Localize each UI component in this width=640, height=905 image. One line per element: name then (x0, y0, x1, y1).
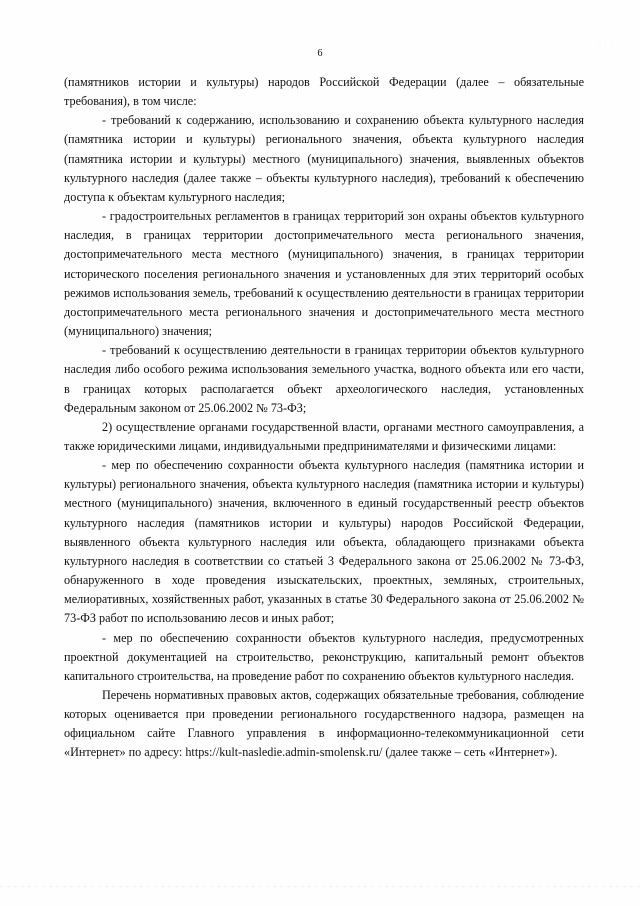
page-number: 6 (317, 48, 323, 59)
paragraph-item-2: 2) осуществление органами государственной власти, органами местного самоуправления, а также юридическими лицами, индивидуальными предпринимателями и физическими лицами: (64, 419, 584, 453)
paragraph-urban-planning-regulations: - градостроительных регламентов в границах территорий зон охраны объектов культурного наследия, в границах территории достопримечательного места регионального значения, достопримечательного места местного (муниципального) значения, в границах территории исторического поселения регионального значения и установленных для этих территорий особых режимов использования земель, требований к осуществлению деятельности в границах территории достопримечательного места регионального значения и достопримечательного места местного (муниципального) значения; (64, 209, 584, 339)
paragraph-preservation-measures: - мер по обеспечению сохранности объекта культурного наследия (памятника истории и культуры) регионального значения, объекта культурного наследия (памятника истории и культуры) местного (муниципального) значения, включенного в единый государственный реестр объектов культурного наследия (памятников истории и культуры) народов Российской Федерации, выявленного объекта культурного наследия или объекта, обладающего признаками объекта культурного наследия в соответствии со статьей 3 Федерального закона от 25.06.2002 № 73-ФЗ, обнаруженного в ходе проведения изыскательских, проектных, земляных, строительных, мелиоративных, хозяйственных работ, указанных в статье 30 Федерального закона от 25.06.2002 № 73-ФЗ работ по использованию лесов и иных работ; (64, 458, 584, 626)
paragraph-project-measures: - мер по обеспечению сохранности объектов культурного наследия, предусмотренных проектной документацией на строительство, реконструкцию, капитальный ремонт объектов капитального строительства, на проведение работ по сохранению объектов культурного наследия. (64, 630, 584, 683)
document-body (64, 73, 584, 763)
paragraph-requirements-maintenance: - требований к содержанию, использованию и сохранению объекта культурного наследия (памятника истории и культуры) регионального значения, объекта культурного наследия (памятника истории и культуры) местного (муниципального) значения, выявленных объектов культурного наследия (далее также – объекты культурного наследия), требований к обеспечению доступа к объектам культурного наследия; (64, 113, 584, 204)
scan-specks: · · · (597, 40, 616, 46)
paragraph-regulatory-acts-list: Перечень нормативных правовых актов, содержащих обязательные требования, соблюдение которых оценивается при проведении регионального государственного надзора, размещен на официальном сайте Главного управления в информационно-телекоммуникационной сети «Интернет» по адресу: https://kult-nasledie.admin-smolensk.ru/ (далее также – сеть «Интернет»). (64, 688, 584, 760)
scan-bottom-edge (0, 886, 640, 887)
paragraph-continuation: (памятников истории и культуры) народов Российской Федерации (далее – обязательные требования), в том числе: (64, 75, 584, 109)
paragraph-activity-requirements: - требований к осуществлению деятельности в границах территории объектов культурного наследия либо особого режима использования земельного участка, водного объекта или его части, в границах которых располагается объект археологического наследия, установленных Федеральным законом от 25.06.2002 № 73-ФЗ; (64, 343, 584, 415)
